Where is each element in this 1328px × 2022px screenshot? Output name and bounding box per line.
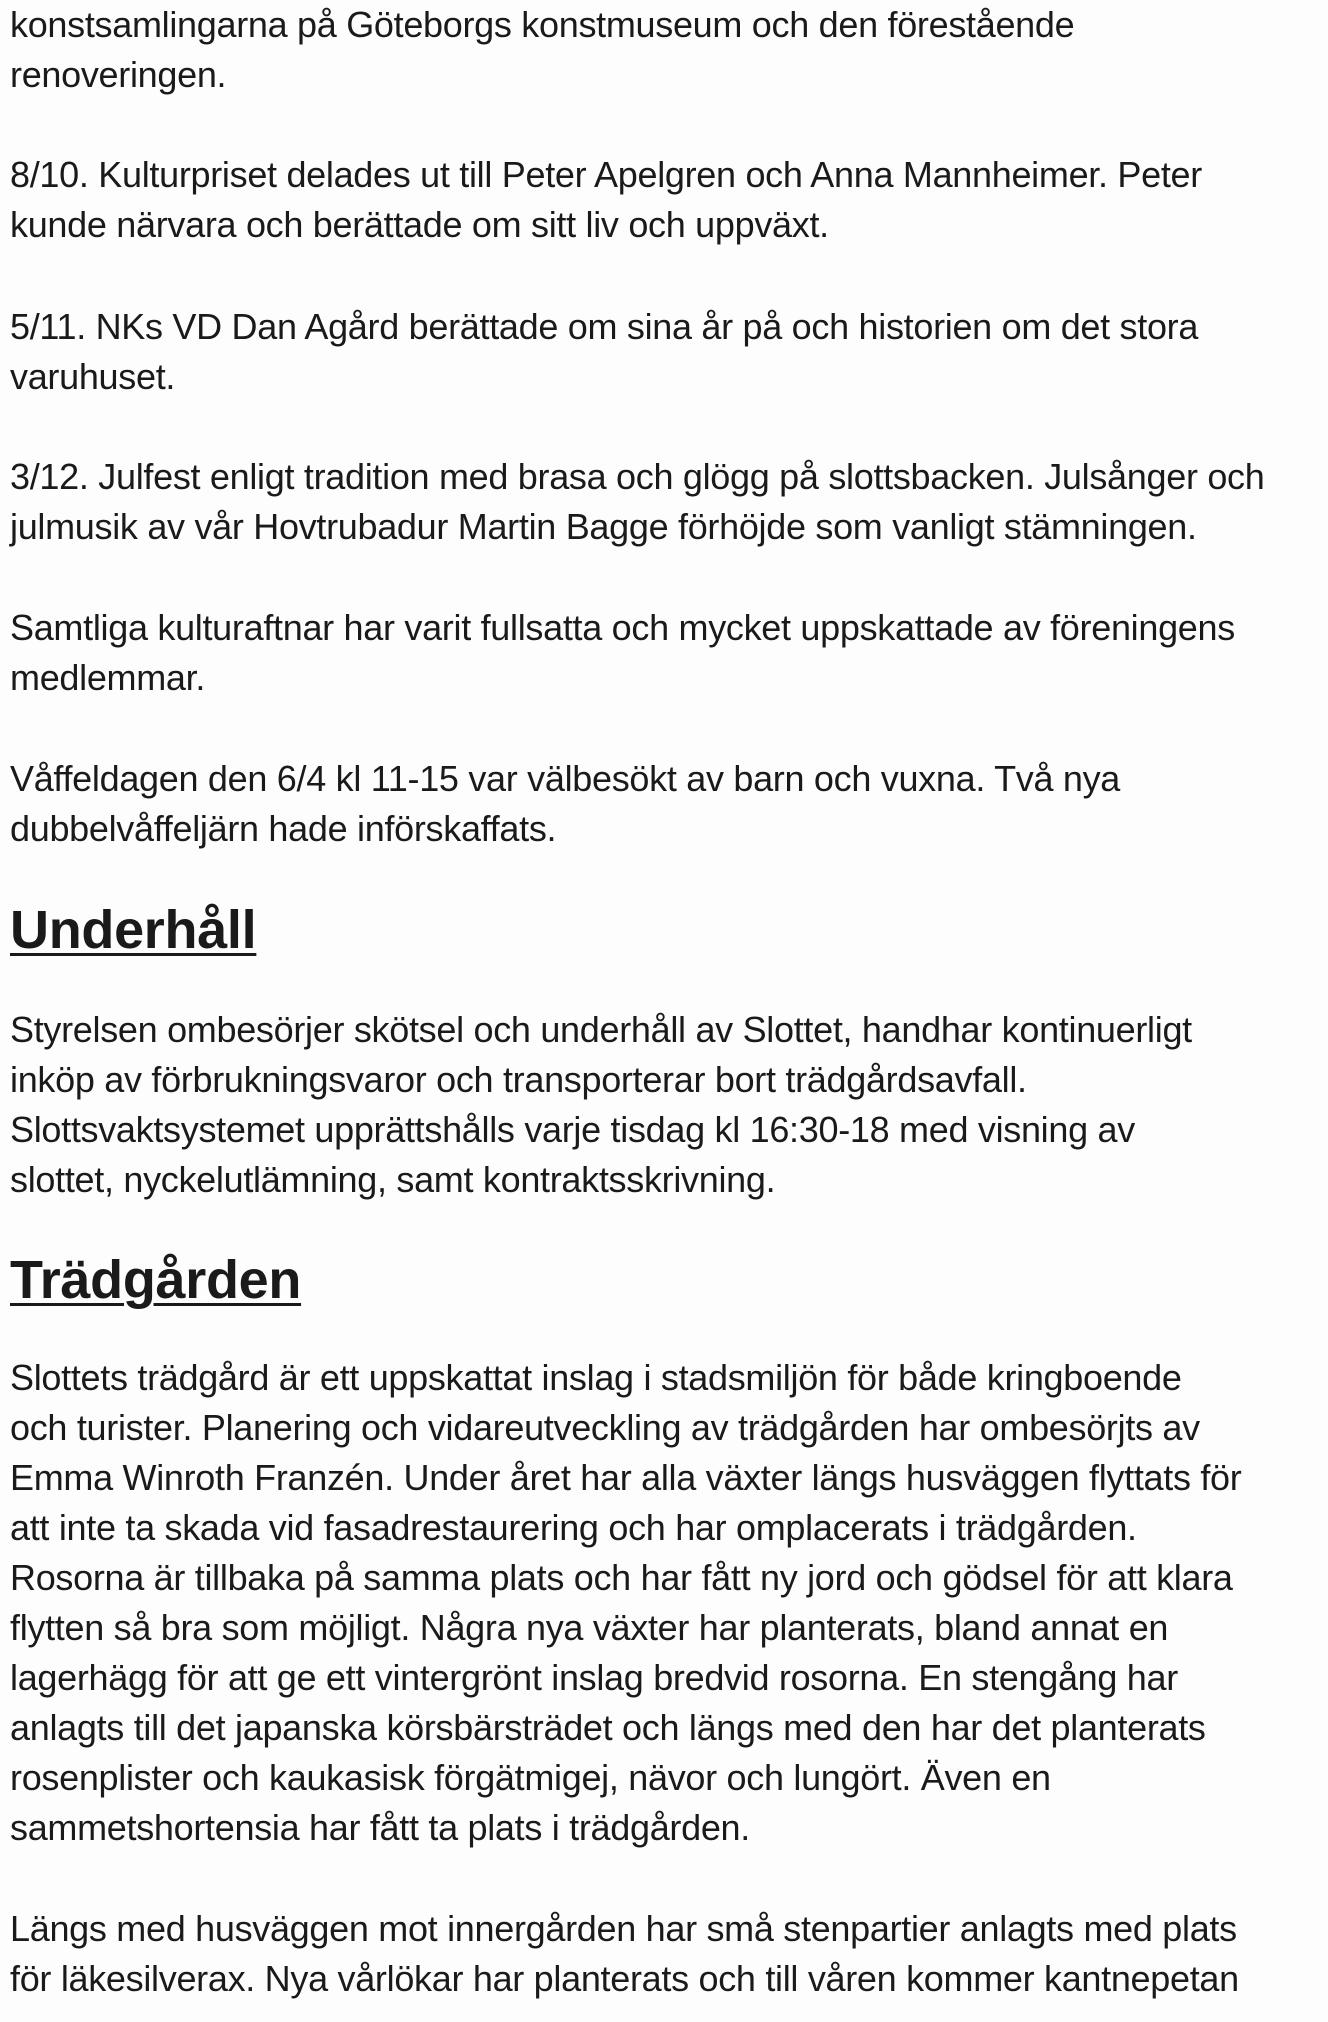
paragraph-museum-renovation: konstsamlingarna på Göteborgs konstmuseum och den förestående renoveringen. xyxy=(10,4,1075,95)
paragraph-garden: Slottets trädgård är ett uppskattat inslag i stadsmiljön för både kringboende och turister. Planering och vidareutveckling av trädgården har ombesörjts av Emma Winroth Franzén. Under året har alla växter längs husväggen flyttats för att inte ta skada vid fasadrestaurering och har omplacerats i trädgården. Rosorna är tillbaka på samma plats och har fått ny jord och gödsel för att klara flytten så bra som möjligt. Några nya växter har planterats, bland annat en lagerhägg för att ge ett vintergrönt inslag bredvid rosorna. En stengång har anlagts till det japanska körsbärsträdet och längs med den har det planterats rosenplister och kaukasisk förgätmigej, nävor och lungört. Även en sammetshortensia har fått ta plats i trädgården. xyxy=(10,1357,1242,1848)
paragraph-culture-prize: 8/10. Kulturpriset delades ut till Peter Apelgren och Anna Mannheimer. Peter kunde närvara och berättade om sitt liv och uppväxt. xyxy=(10,154,1202,245)
paragraph-culture-evenings-summary: Samtliga kulturaftnar har varit fullsatta och mycket uppskattade av föreningens medlemmar. xyxy=(10,607,1235,698)
section-heading-underhall: Underhåll xyxy=(10,900,257,960)
paragraph-waffle-day: Våffeldagen den 6/4 kl 11-15 var välbesökt av barn och vuxna. Två nya dubbelvåffeljärn hade införskaffats. xyxy=(10,758,1121,849)
paragraph-christmas-party: 3/12. Julfest enligt tradition med brasa och glögg på slottsbacken. Julsånger och julmusik av vår Hovtrubadur Martin Bagge förhöjde som vanligt stämningen. xyxy=(10,456,1265,547)
paragraph-maintenance: Styrelsen ombesörjer skötsel och underhåll av Slottet, handhar kontinuerligt inköp av förbrukningsvaror och transporterar bort trädgårdsavfall. Slottsvaktsystemet upprättshålls varje tisdag kl 16:30-18 med visning av slottet, nyckelutlämning, samt kontraktsskrivning. xyxy=(10,1009,1192,1200)
section-heading-tradgarden: Trädgården xyxy=(10,1250,302,1310)
paragraph-nk-ceo-talk: 5/11. NKs VD Dan Agård berättade om sina år på och historien om det stora varuhuset. xyxy=(10,306,1199,397)
paragraph-garden-continued: Längs med husväggen mot innergården har små stenpartier anlagts med plats för läkesilverax. Nya vårlökar har planterats och till våren kommer kantnepetan xyxy=(10,1908,1239,1999)
